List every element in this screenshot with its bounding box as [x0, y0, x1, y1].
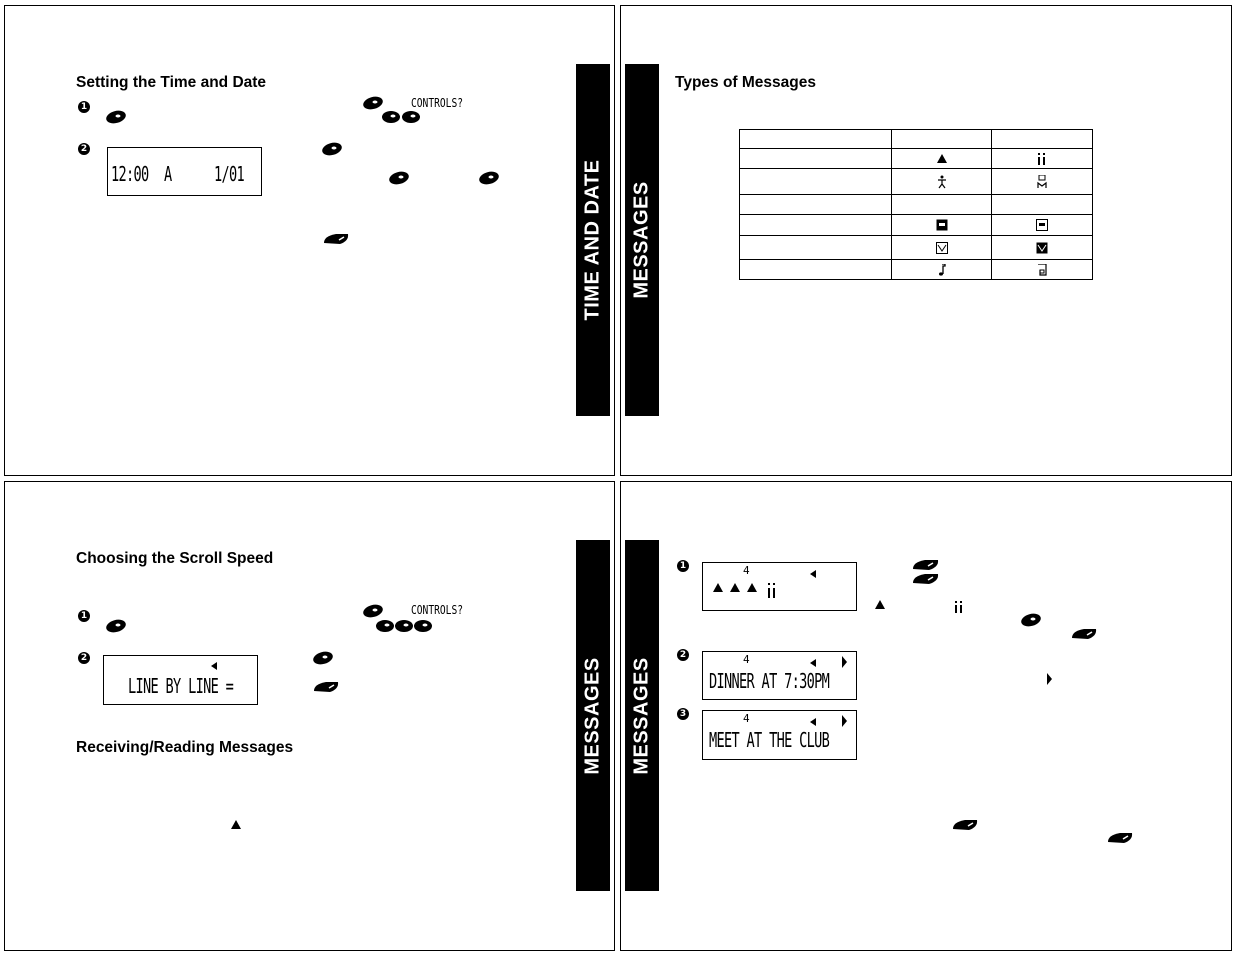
left-arrow-icon [810, 659, 816, 667]
alert-bar-icon [767, 583, 777, 599]
step-number: 1 [78, 610, 90, 622]
section-tab [625, 64, 659, 416]
oval-button-icon [312, 651, 334, 665]
alert-bar-icon [954, 601, 964, 614]
envelope-outline-icon [892, 236, 992, 260]
lcd-message-text: DINNER AT 7:30PM [709, 669, 830, 693]
lcd-display [702, 710, 857, 760]
lcd-ampm: A [164, 162, 172, 186]
lcd-display [702, 651, 857, 700]
section-tab [625, 540, 659, 891]
long-button-icon [911, 558, 941, 586]
table-row [740, 169, 1093, 195]
oval-button-icon [362, 604, 384, 618]
section-tab [576, 64, 610, 416]
memo-icon [992, 169, 1093, 195]
oval-button-icon [478, 171, 500, 185]
page-icon [992, 260, 1093, 280]
section-heading: Setting the Time and Date [76, 74, 267, 91]
step-number: 2 [677, 649, 689, 661]
lcd-date: 1/01 [214, 162, 245, 186]
step-number: 1 [677, 560, 689, 572]
table-row [740, 195, 1093, 215]
lcd-display [702, 562, 857, 611]
oval-button-icon [362, 96, 384, 110]
oval-button-icon [105, 619, 127, 633]
table-row [740, 236, 1093, 260]
oval-button-icon [388, 171, 410, 185]
step-number: 1 [78, 101, 90, 113]
right-arrow-icon [1047, 673, 1052, 685]
lcd-time: 12:00 [111, 162, 149, 186]
section-heading: Choosing the Scroll Speed [76, 550, 274, 567]
page-types-of-messages [620, 5, 1232, 476]
envelope-filled-icon [992, 236, 1093, 260]
long-button-icon [312, 680, 340, 694]
triangle-icon [892, 149, 992, 169]
triangle-icon [875, 600, 885, 609]
tab-label: TIME AND DATE [581, 159, 604, 321]
oval-button-icon [105, 110, 127, 124]
lcd-text: LINE BY LINE = [128, 674, 234, 698]
tab-label: MESSAGES [581, 656, 604, 775]
lcd-top-digit: 4 [743, 712, 750, 725]
table-row [740, 149, 1093, 169]
section-heading: Receiving/Reading Messages [76, 739, 294, 756]
box-outline-icon [992, 215, 1093, 236]
table-row [740, 260, 1093, 280]
tab-label: MESSAGES [630, 656, 653, 775]
section-tab [576, 540, 610, 891]
message-types-table [739, 129, 1093, 280]
step-number: 3 [677, 708, 689, 720]
step-number: 2 [78, 652, 90, 664]
left-arrow-icon [211, 662, 217, 670]
controls-label: CONTROLS? [411, 96, 464, 110]
right-arrow-icon [842, 656, 847, 668]
table-row [740, 130, 1093, 149]
page-reading-messages [620, 481, 1232, 951]
oval-button-icon [1020, 613, 1042, 627]
lcd-top-digit: 4 [743, 653, 750, 666]
long-button-icon [322, 232, 350, 246]
box-filled-icon [892, 215, 992, 236]
long-button-icon [1106, 831, 1134, 845]
triangle-icon [231, 820, 241, 829]
tab-label: MESSAGES [630, 181, 653, 299]
oval-button-icon [375, 619, 435, 633]
page-time-and-date [4, 5, 615, 476]
lcd-top-digit: 4 [743, 564, 750, 577]
table-row [740, 215, 1093, 236]
person-icon [892, 169, 992, 195]
lcd-display [103, 655, 258, 705]
left-arrow-icon [810, 570, 816, 578]
left-arrow-icon [810, 718, 816, 726]
step-number: 2 [78, 143, 90, 155]
oval-button-icon [321, 142, 343, 156]
note-icon [892, 260, 992, 280]
right-arrow-icon [842, 715, 847, 727]
alert-bar-icon [992, 149, 1093, 169]
lcd-message-text: MEET AT THE CLUB [709, 728, 830, 752]
oval-button-icon [381, 110, 423, 124]
long-button-icon [951, 818, 979, 832]
page-scroll-speed [4, 481, 615, 951]
lcd-display [107, 147, 262, 196]
controls-label: CONTROLS? [411, 603, 464, 617]
long-button-icon [1070, 627, 1098, 641]
triangle-icon [713, 583, 757, 593]
section-heading: Types of Messages [675, 74, 816, 91]
